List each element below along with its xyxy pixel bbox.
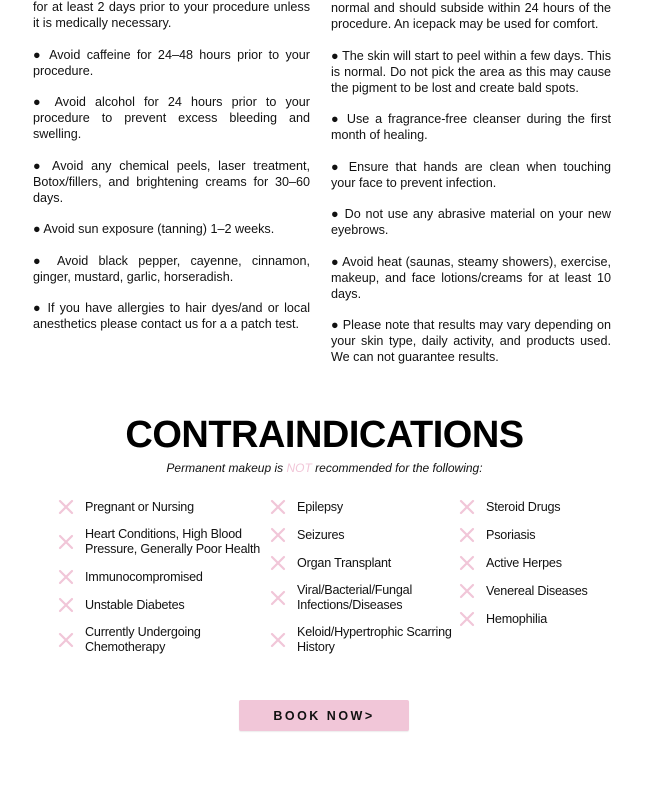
left-paragraph: ● Avoid black pepper, cayenne, cinnamon, ginger, mustard, garlic, horseradish. bbox=[33, 253, 310, 284]
contraindication-item bbox=[270, 499, 460, 515]
contraindication-label: Venereal Diseases bbox=[486, 583, 588, 598]
left-paragraph: for at least 2 days prior to your procedure unless it is medically necessary. bbox=[33, 0, 310, 30]
x-icon bbox=[459, 611, 486, 627]
contraindication-item bbox=[270, 625, 460, 655]
x-icon bbox=[58, 569, 85, 585]
contraindication-item bbox=[270, 583, 460, 613]
left-instructions-column bbox=[33, 0, 310, 348]
contraindication-item bbox=[58, 597, 263, 613]
contraindication-item bbox=[58, 499, 263, 515]
x-icon bbox=[58, 632, 85, 648]
subtitle-text-after: recommended for the following: bbox=[311, 461, 483, 475]
contraindication-label: Currently Undergoing Chemotherapy bbox=[85, 625, 201, 654]
contraindication-item bbox=[459, 527, 619, 543]
left-paragraph: ● Avoid caffeine for 24–48 hours prior to your procedure. bbox=[33, 47, 310, 78]
contraindication-item bbox=[270, 555, 460, 571]
contraindication-label: Epilepsy bbox=[297, 499, 344, 514]
contraindication-label: Immunocompromised bbox=[85, 569, 203, 584]
contraindication-item bbox=[270, 527, 460, 543]
contraindication-label: Unstable Diabetes bbox=[85, 597, 185, 612]
contraindication-item bbox=[58, 625, 263, 655]
right-paragraph: ● Avoid heat (saunas, steamy showers), exercise, makeup, and face lotions/creams for at least 10 days. bbox=[331, 254, 611, 301]
x-icon bbox=[58, 499, 85, 515]
x-icon bbox=[270, 499, 297, 515]
contraindication-label: Heart Conditions, High Blood Pressure, Generally Poor Health bbox=[85, 527, 261, 556]
contraindication-label: Seizures bbox=[297, 527, 345, 542]
contraindications-title: CONTRAINDICATIONS bbox=[125, 414, 524, 456]
x-icon bbox=[270, 632, 297, 648]
contraindication-label: Organ Transplant bbox=[297, 555, 392, 570]
contraindication-item bbox=[58, 569, 263, 585]
x-icon bbox=[459, 583, 486, 599]
contraindication-item bbox=[459, 555, 619, 571]
x-icon bbox=[459, 555, 486, 571]
x-icon bbox=[58, 597, 85, 613]
contraindications-column-3 bbox=[459, 499, 619, 639]
right-paragraph: ● The skin will start to peel within a few days. This is normal. Do not pick the area as this may cause the pigment to be lost and create bald spots. bbox=[331, 48, 611, 95]
x-icon bbox=[459, 499, 486, 515]
subtitle-not: NOT bbox=[286, 461, 312, 475]
x-icon bbox=[459, 527, 486, 543]
right-paragraph: normal and should subside within 24 hours of the procedure. An icepack may be used for comfort. bbox=[331, 1, 611, 31]
x-icon bbox=[270, 590, 297, 606]
right-instructions-column bbox=[331, 0, 611, 381]
x-icon bbox=[270, 555, 297, 571]
contraindication-item bbox=[58, 527, 263, 557]
contraindication-item bbox=[459, 611, 619, 627]
contraindications-column-2 bbox=[270, 499, 460, 667]
contraindication-label: Active Herpes bbox=[486, 555, 562, 570]
right-paragraph: ● Ensure that hands are clean when touching your face to prevent infection. bbox=[331, 159, 611, 190]
left-paragraph: ● Avoid any chemical peels, laser treatment, Botox/fillers, and brightening creams for 30–60 days. bbox=[33, 158, 310, 205]
subtitle-text-before: Permanent makeup is bbox=[166, 461, 287, 475]
contraindication-label: Viral/Bacterial/Fungal Infections/Diseases bbox=[297, 583, 413, 612]
right-paragraph: ● Do not use any abrasive material on your new eyebrows. bbox=[331, 207, 611, 237]
contraindications-subtitle bbox=[0, 461, 649, 475]
contraindication-label: Keloid/Hypertrophic Scarring History bbox=[297, 625, 452, 654]
contraindications-column-1 bbox=[58, 499, 263, 667]
contraindication-label: Steroid Drugs bbox=[486, 499, 561, 514]
x-icon bbox=[270, 527, 297, 543]
right-paragraph: ● Please note that results may vary depending on your skin type, daily activity, and products used. We can not guarantee results. bbox=[331, 318, 611, 364]
left-paragraph: ● Avoid sun exposure (tanning) 1–2 weeks. bbox=[33, 222, 275, 236]
book-now-button[interactable]: BOOK NOW> bbox=[239, 700, 409, 731]
contraindication-item bbox=[459, 583, 619, 599]
left-paragraph: ● If you have allergies to hair dyes/and or local anesthetics please contact us for a a patch test. bbox=[33, 301, 310, 331]
contraindication-label: Pregnant or Nursing bbox=[85, 499, 194, 514]
contraindication-item bbox=[459, 499, 619, 515]
left-paragraph: ● Avoid alcohol for 24 hours prior to your procedure to prevent excess bleeding and swelling. bbox=[33, 95, 310, 141]
right-paragraph: ● Use a fragrance-free cleanser during the first month of healing. bbox=[331, 112, 611, 142]
x-icon bbox=[58, 534, 85, 550]
contraindication-label: Hemophilia bbox=[486, 611, 547, 626]
contraindication-label: Psoriasis bbox=[486, 527, 536, 542]
